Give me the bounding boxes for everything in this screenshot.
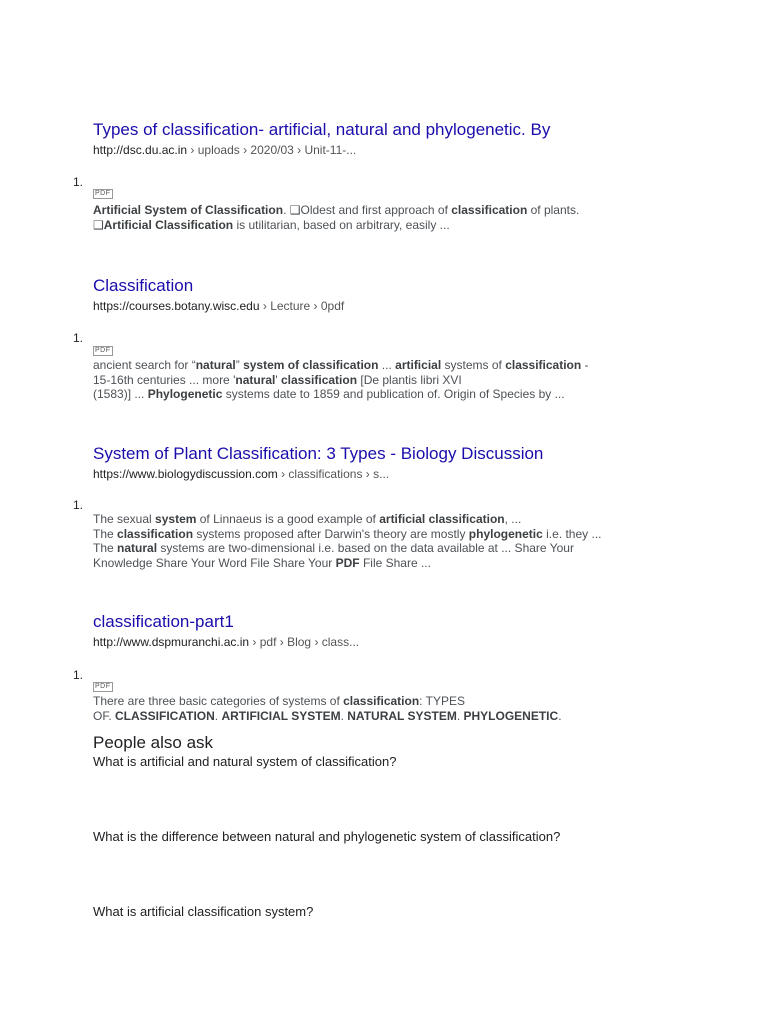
snippet-text: [De plantis libri XVI xyxy=(357,372,462,387)
search-result xyxy=(93,612,713,650)
snippet-text: . xyxy=(340,708,348,723)
snippet-bold-term: natural xyxy=(195,358,236,372)
result-snippet xyxy=(93,694,693,723)
snippet-bold-term: classification xyxy=(505,358,582,372)
result-title-link[interactable]: classification-part1 xyxy=(93,612,234,631)
snippet-text: . xyxy=(456,708,464,723)
snippet-bold-term: natural xyxy=(117,541,158,555)
snippet-bold-term: Artificial Classification xyxy=(103,217,234,232)
snippet-line xyxy=(93,203,693,218)
snippet-text: : TYPES xyxy=(419,694,465,708)
pdf-badge: PDF xyxy=(95,683,111,690)
snippet-bold-term: CLASSIFICATION xyxy=(115,708,215,723)
pdf-badge: PDF xyxy=(95,190,111,197)
snippet-text: . ❑Oldest and first approach of xyxy=(283,203,452,217)
snippet-line xyxy=(93,709,693,724)
snippet-bold-term: PDF xyxy=(335,555,360,570)
result-url-path: › Lecture › 0pdf xyxy=(259,299,345,313)
snippet-text: . xyxy=(214,708,222,723)
snippet-bold-term: phylogenetic xyxy=(468,526,543,541)
snippet-text: of plants. xyxy=(527,203,580,217)
snippet-text: - xyxy=(581,358,589,372)
snippet-text: File Share ... xyxy=(359,555,431,570)
result-snippet xyxy=(93,203,693,232)
list-number: 1. xyxy=(73,175,84,189)
snippet-text: systems are two-dimensional i.e. based on the data available at ... Share Your xyxy=(157,541,574,555)
snippet-bold-term: artificial classification xyxy=(379,512,505,526)
snippet-line xyxy=(93,358,693,373)
snippet-text: ' xyxy=(275,372,281,387)
snippet-line xyxy=(93,541,693,556)
snippet-line xyxy=(93,527,693,542)
snippet-bold-term: artificial xyxy=(395,358,442,372)
snippet-text: systems proposed after Darwin's theory are mostly xyxy=(193,526,469,541)
result-url-path: › uploads › 2020/03 › Unit-11-... xyxy=(187,143,357,157)
snippet-line xyxy=(93,373,693,388)
result-title-link[interactable]: Classification xyxy=(93,276,194,295)
result-url-path: › classifications › s... xyxy=(277,467,390,481)
snippet-text: of Linnaeus is a good example of xyxy=(196,512,380,526)
result-url[interactable] xyxy=(93,467,713,482)
snippet-bold-term: ARTIFICIAL SYSTEM xyxy=(221,708,341,723)
result-snippet xyxy=(93,358,693,402)
snippet-bold-term: natural xyxy=(235,372,276,387)
snippet-bold-term: PHYLOGENETIC xyxy=(463,708,559,723)
people-also-ask-heading: People also ask xyxy=(93,733,214,752)
pdf-badge: PDF xyxy=(95,347,111,354)
snippet-text: (1583)] ... xyxy=(93,387,148,401)
snippet-text: ancient search for “ xyxy=(93,358,196,372)
result-url-host: http://www.dspmuranchi.ac.in xyxy=(93,635,250,649)
snippet-text: There are three basic categories of systems of xyxy=(93,694,344,708)
snippet-text: 15-16th centuries ... more ' xyxy=(93,372,236,387)
snippet-line xyxy=(93,512,693,527)
result-url-host: http://dsc.du.ac.in xyxy=(93,143,188,157)
snippet-text: The sexual xyxy=(93,512,156,526)
snippet-text: Knowledge Share Your Word File Share Your xyxy=(93,555,336,570)
snippet-text: systems date to 1859 and publication of. Origin of Species by ... xyxy=(222,387,565,401)
result-title-link[interactable]: System of Plant Classification: 3 Types - Biology Discussion xyxy=(93,444,544,463)
question-item[interactable]: What is the difference between natural and phylogenetic system of classification? xyxy=(93,829,561,844)
result-url-path: › pdf › Blog › class... xyxy=(249,635,360,649)
snippet-bold-term: classification xyxy=(451,203,528,217)
snippet-line xyxy=(93,387,693,402)
list-number: 1. xyxy=(73,331,84,345)
list-number: 1. xyxy=(73,668,84,682)
snippet-text: ... xyxy=(378,358,396,372)
snippet-line xyxy=(93,694,693,709)
search-result xyxy=(93,276,713,314)
result-snippet xyxy=(93,512,693,570)
search-result xyxy=(93,444,713,482)
snippet-text: The xyxy=(93,526,118,541)
snippet-line xyxy=(93,556,693,571)
snippet-bold-term: system xyxy=(155,512,197,526)
snippet-text: is utilitarian, based on arbitrary, easily ... xyxy=(233,217,450,232)
result-url[interactable] xyxy=(93,299,713,314)
snippet-text: systems of xyxy=(441,358,506,372)
result-url[interactable] xyxy=(93,635,713,650)
snippet-line xyxy=(93,218,693,233)
snippet-bold-term: classification xyxy=(343,694,420,708)
list-number: 1. xyxy=(73,498,84,512)
result-url-host: https://courses.botany.wisc.edu xyxy=(93,299,260,313)
question-item[interactable]: What is artificial classification system? xyxy=(93,904,314,919)
snippet-bold-term: Artificial System of Classification xyxy=(93,203,284,217)
search-result xyxy=(93,120,713,158)
snippet-text: . xyxy=(558,708,562,723)
question-item[interactable]: What is artificial and natural system of classification? xyxy=(93,754,397,769)
snippet-bold-term: NATURAL SYSTEM xyxy=(347,708,457,723)
result-url-host: https://www.biologydiscussion.com xyxy=(93,467,278,481)
snippet-text: The xyxy=(93,541,118,555)
snippet-text: OF. xyxy=(93,708,116,723)
result-title-link[interactable]: Types of classification- artificial, natural and phylogenetic. By xyxy=(93,120,551,139)
result-url[interactable] xyxy=(93,143,713,158)
snippet-bold-term: classification xyxy=(117,526,194,541)
snippet-text: i.e. they ... xyxy=(542,526,602,541)
snippet-text: ❑ xyxy=(93,217,104,232)
snippet-bold-term: classification xyxy=(281,372,358,387)
snippet-text: ” xyxy=(235,358,244,372)
snippet-bold-term: Phylogenetic xyxy=(147,387,223,401)
snippet-bold-term: system of classification xyxy=(243,358,379,372)
snippet-text: , ... xyxy=(504,512,522,526)
